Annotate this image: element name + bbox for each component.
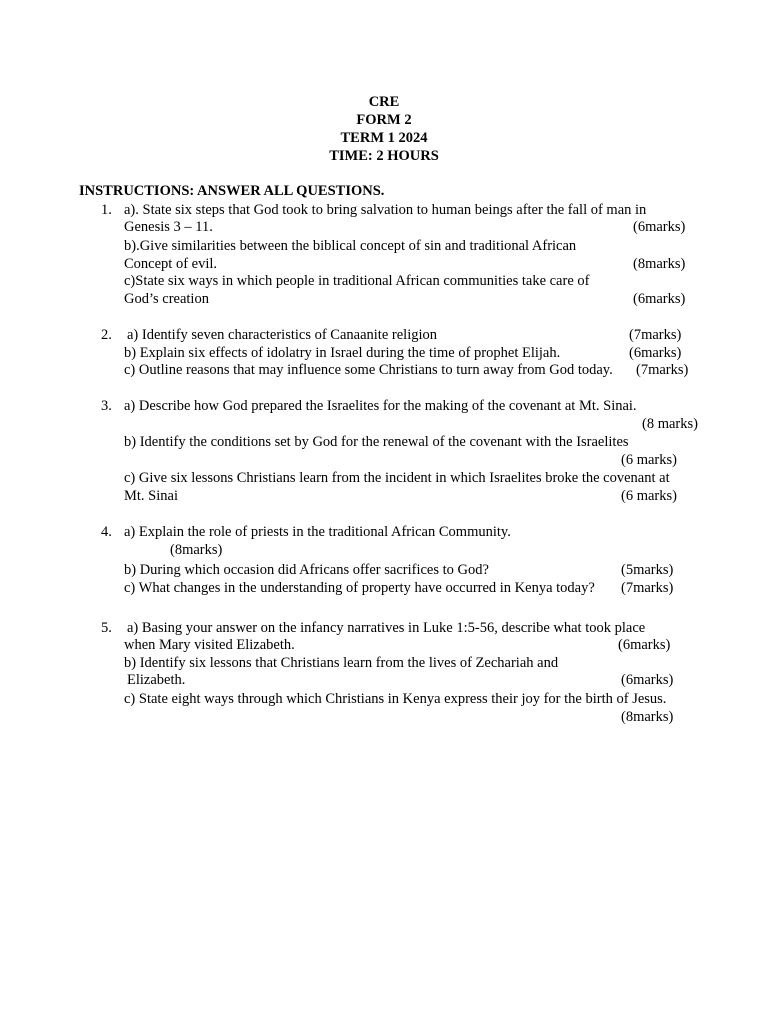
q3a-marks: (8 marks): [642, 416, 698, 432]
q4b-text: b) During which occasion did Africans offer sacrifices to God?: [124, 562, 489, 578]
q3b-text: b) Identify the conditions set by God for the renewal of the covenant with the Israelites: [124, 434, 629, 450]
q4-number: 4.: [101, 524, 112, 540]
q3a-text: a) Describe how God prepared the Israelites for the making of the covenant at Mt. Sinai.: [124, 398, 637, 414]
q2c-text: c) Outline reasons that may influence some Christians to turn away from God today.: [124, 362, 613, 378]
q4a-text: a) Explain the role of priests in the traditional African Community.: [124, 524, 511, 540]
q5a-marks: (6marks): [618, 637, 671, 653]
q1a-marks: (6marks): [633, 219, 686, 235]
q5c-text: c) State eight ways through which Christians in Kenya express their joy for the birth of Jesus.: [124, 691, 667, 707]
time-title: TIME: 2 HOURS: [329, 148, 439, 164]
q3c-text-line1: c) Give six lessons Christians learn from the incident in which Israelites broke the covenant at: [124, 470, 670, 486]
q1a-text-line1: a). State six steps that God took to bring salvation to human beings after the fall of man in: [124, 202, 647, 218]
q5b-marks: (6marks): [621, 672, 674, 688]
q1c-marks: (6marks): [633, 291, 686, 307]
q5b-text-line2: Elizabeth.: [127, 672, 186, 688]
q5c-marks: (8marks): [621, 709, 674, 725]
q4a-marks: (8marks): [170, 542, 223, 558]
q2c-marks: (7marks): [636, 362, 689, 378]
q1b-text-line2: Concept of evil.: [124, 256, 218, 272]
q2b-marks: (6marks): [629, 345, 682, 361]
q2-number: 2.: [101, 327, 112, 343]
subject-title: CRE: [368, 94, 400, 110]
q5a-text-line2: when Mary visited Elizabeth.: [124, 637, 295, 653]
q1b-marks: (8marks): [633, 256, 686, 272]
q3b-marks: (6 marks): [621, 452, 677, 468]
q1c-text-line1: c)State six ways in which people in traditional African communities take care of: [124, 273, 590, 289]
term-title: TERM 1 2024: [340, 130, 428, 146]
q5-number: 5.: [101, 620, 112, 636]
q2a-text: a) Identify seven characteristics of Canaanite religion: [127, 327, 438, 343]
q3c-marks: (6 marks): [621, 488, 677, 504]
q4c-marks: (7marks): [621, 580, 674, 596]
form-title: FORM 2: [356, 112, 412, 128]
q3c-text-line2: Mt. Sinai: [124, 488, 178, 504]
q3-number: 3.: [101, 398, 112, 414]
q1b-text-line1: b).Give similarities between the biblical concept of sin and traditional African: [124, 238, 577, 254]
q2a-marks: (7marks): [629, 327, 682, 343]
q2b-text: b) Explain six effects of idolatry in Israel during the time of prophet Elijah.: [124, 345, 561, 361]
instructions: INSTRUCTIONS: ANSWER ALL QUESTIONS.: [79, 183, 385, 199]
q5a-text-line1: a) Basing your answer on the infancy narratives in Luke 1:5-56, describe what took place: [127, 620, 646, 636]
q1a-text-line2: Genesis 3 – 11.: [124, 219, 213, 235]
q1-number: 1.: [101, 202, 112, 218]
q4c-text: c) What changes in the understanding of property have occurred in Kenya today?: [124, 580, 595, 596]
q4b-marks: (5marks): [621, 562, 674, 578]
q1c-text-line2: God’s creation: [124, 291, 209, 307]
q5b-text-line1: b) Identify six lessons that Christians learn from the lives of Zechariah and: [124, 655, 559, 671]
